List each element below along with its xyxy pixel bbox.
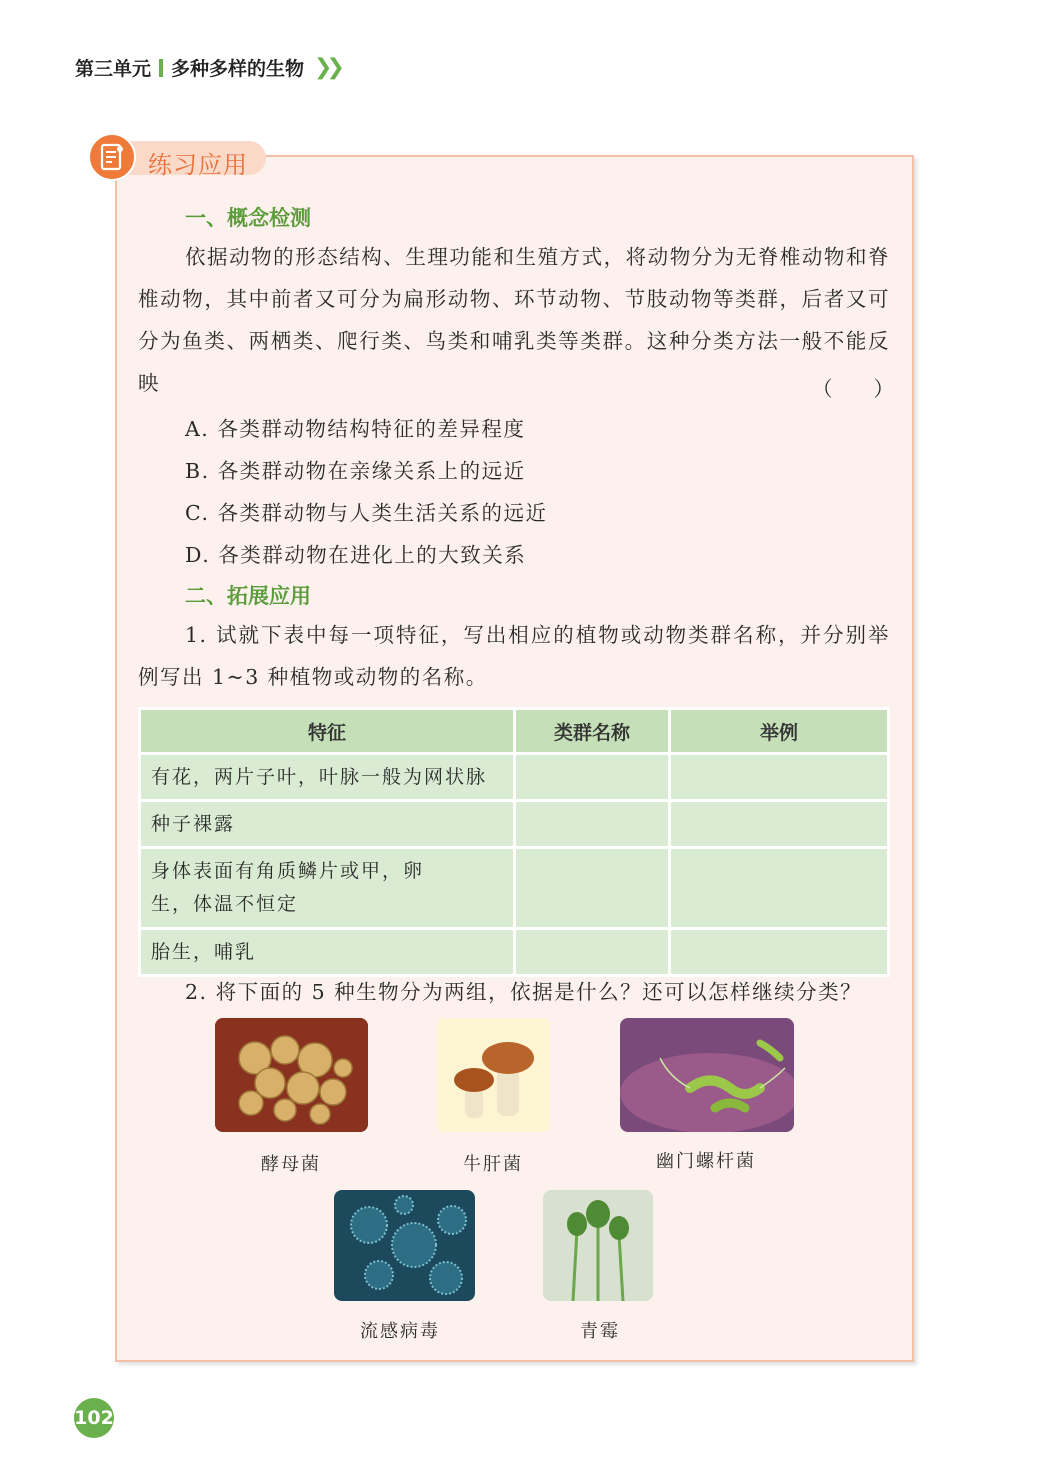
unit-label: 第三单元 [75, 58, 152, 80]
badge-label: 练习应用 [148, 151, 248, 179]
example-cell[interactable] [670, 801, 889, 848]
caption-helicobacter: 幽门螺杆菌 [656, 1151, 756, 1172]
section1-title: 一、概念检测 [185, 206, 311, 230]
example-cell[interactable] [670, 929, 889, 976]
feature-cell: 有花，两片子叶，叶脉一般为网状脉 [140, 754, 515, 801]
question-1: 1. 试就下表中每一项特征，写出相应的植物或动物类群名称，并分别举例写出 1~3 种植物或动物的名称。 [138, 623, 890, 689]
influenza-virus-image [334, 1190, 475, 1301]
header-feature: 特征 [140, 709, 515, 754]
caption-bolete: 牛肝菌 [463, 1154, 523, 1175]
option-d: D. 各类群动物在进化上的大致关系 [185, 543, 527, 567]
table-row [140, 801, 889, 848]
option-a: A. 各类群动物结构特征的差异程度 [185, 417, 526, 441]
double-chevron-icon: ❯❯ [314, 55, 339, 80]
table-row [140, 848, 889, 929]
page-number: 102 [74, 1398, 114, 1438]
option-c: C. 各类群动物与人类生活关系的远近 [185, 501, 548, 525]
feature-cell: 胎生，哺乳 [140, 929, 515, 976]
bolete-image [437, 1018, 550, 1132]
question-2: 2. 将下面的 5 种生物分为两组，依据是什么？还可以怎样继续分类？ [185, 980, 863, 1004]
group-cell[interactable] [515, 754, 670, 801]
caption-yeast: 酵母菌 [261, 1154, 321, 1175]
notebook-icon [88, 133, 136, 181]
table-row [140, 754, 889, 801]
section2-title: 二、拓展应用 [185, 584, 311, 608]
feature-cell: 种子裸露 [140, 801, 515, 848]
option-b: B. 各类群动物在亲缘关系上的远近 [185, 459, 526, 483]
group-cell[interactable] [515, 801, 670, 848]
exercise-badge [88, 133, 270, 179]
caption-influenza: 流感病毒 [360, 1321, 440, 1342]
helicobacter-image [620, 1018, 794, 1132]
header-example: 举例 [670, 709, 889, 754]
header-group: 类群名称 [515, 709, 670, 754]
group-cell[interactable] [515, 848, 670, 929]
yeast-image [215, 1018, 368, 1132]
feature-cell: 身体表面有角质鳞片或甲，卵生，体温不恒定 [140, 848, 515, 929]
unit-title: 多种多样的生物 [171, 58, 305, 80]
group-cell[interactable] [515, 929, 670, 976]
caption-penicillium: 青霉 [580, 1321, 620, 1342]
feature-table [138, 707, 890, 977]
unit-header [75, 54, 339, 81]
table-header-row [140, 709, 889, 754]
header-divider [159, 59, 163, 77]
example-cell[interactable] [670, 848, 889, 929]
penicillium-image [543, 1190, 653, 1301]
example-cell[interactable] [670, 754, 889, 801]
section1-question: 依据动物的形态结构、生理功能和生殖方式，将动物分为无脊椎动物和脊椎动物，其中前者又可分为扁形动物、环节动物、节肢动物等类群，后者又可分为鱼类、两栖类、爬行类、鸟类和哺乳类等类群。这种分类方法一般不能反映 [138, 245, 890, 395]
table-row [140, 929, 889, 976]
answer-blank: （ ） [812, 377, 894, 401]
